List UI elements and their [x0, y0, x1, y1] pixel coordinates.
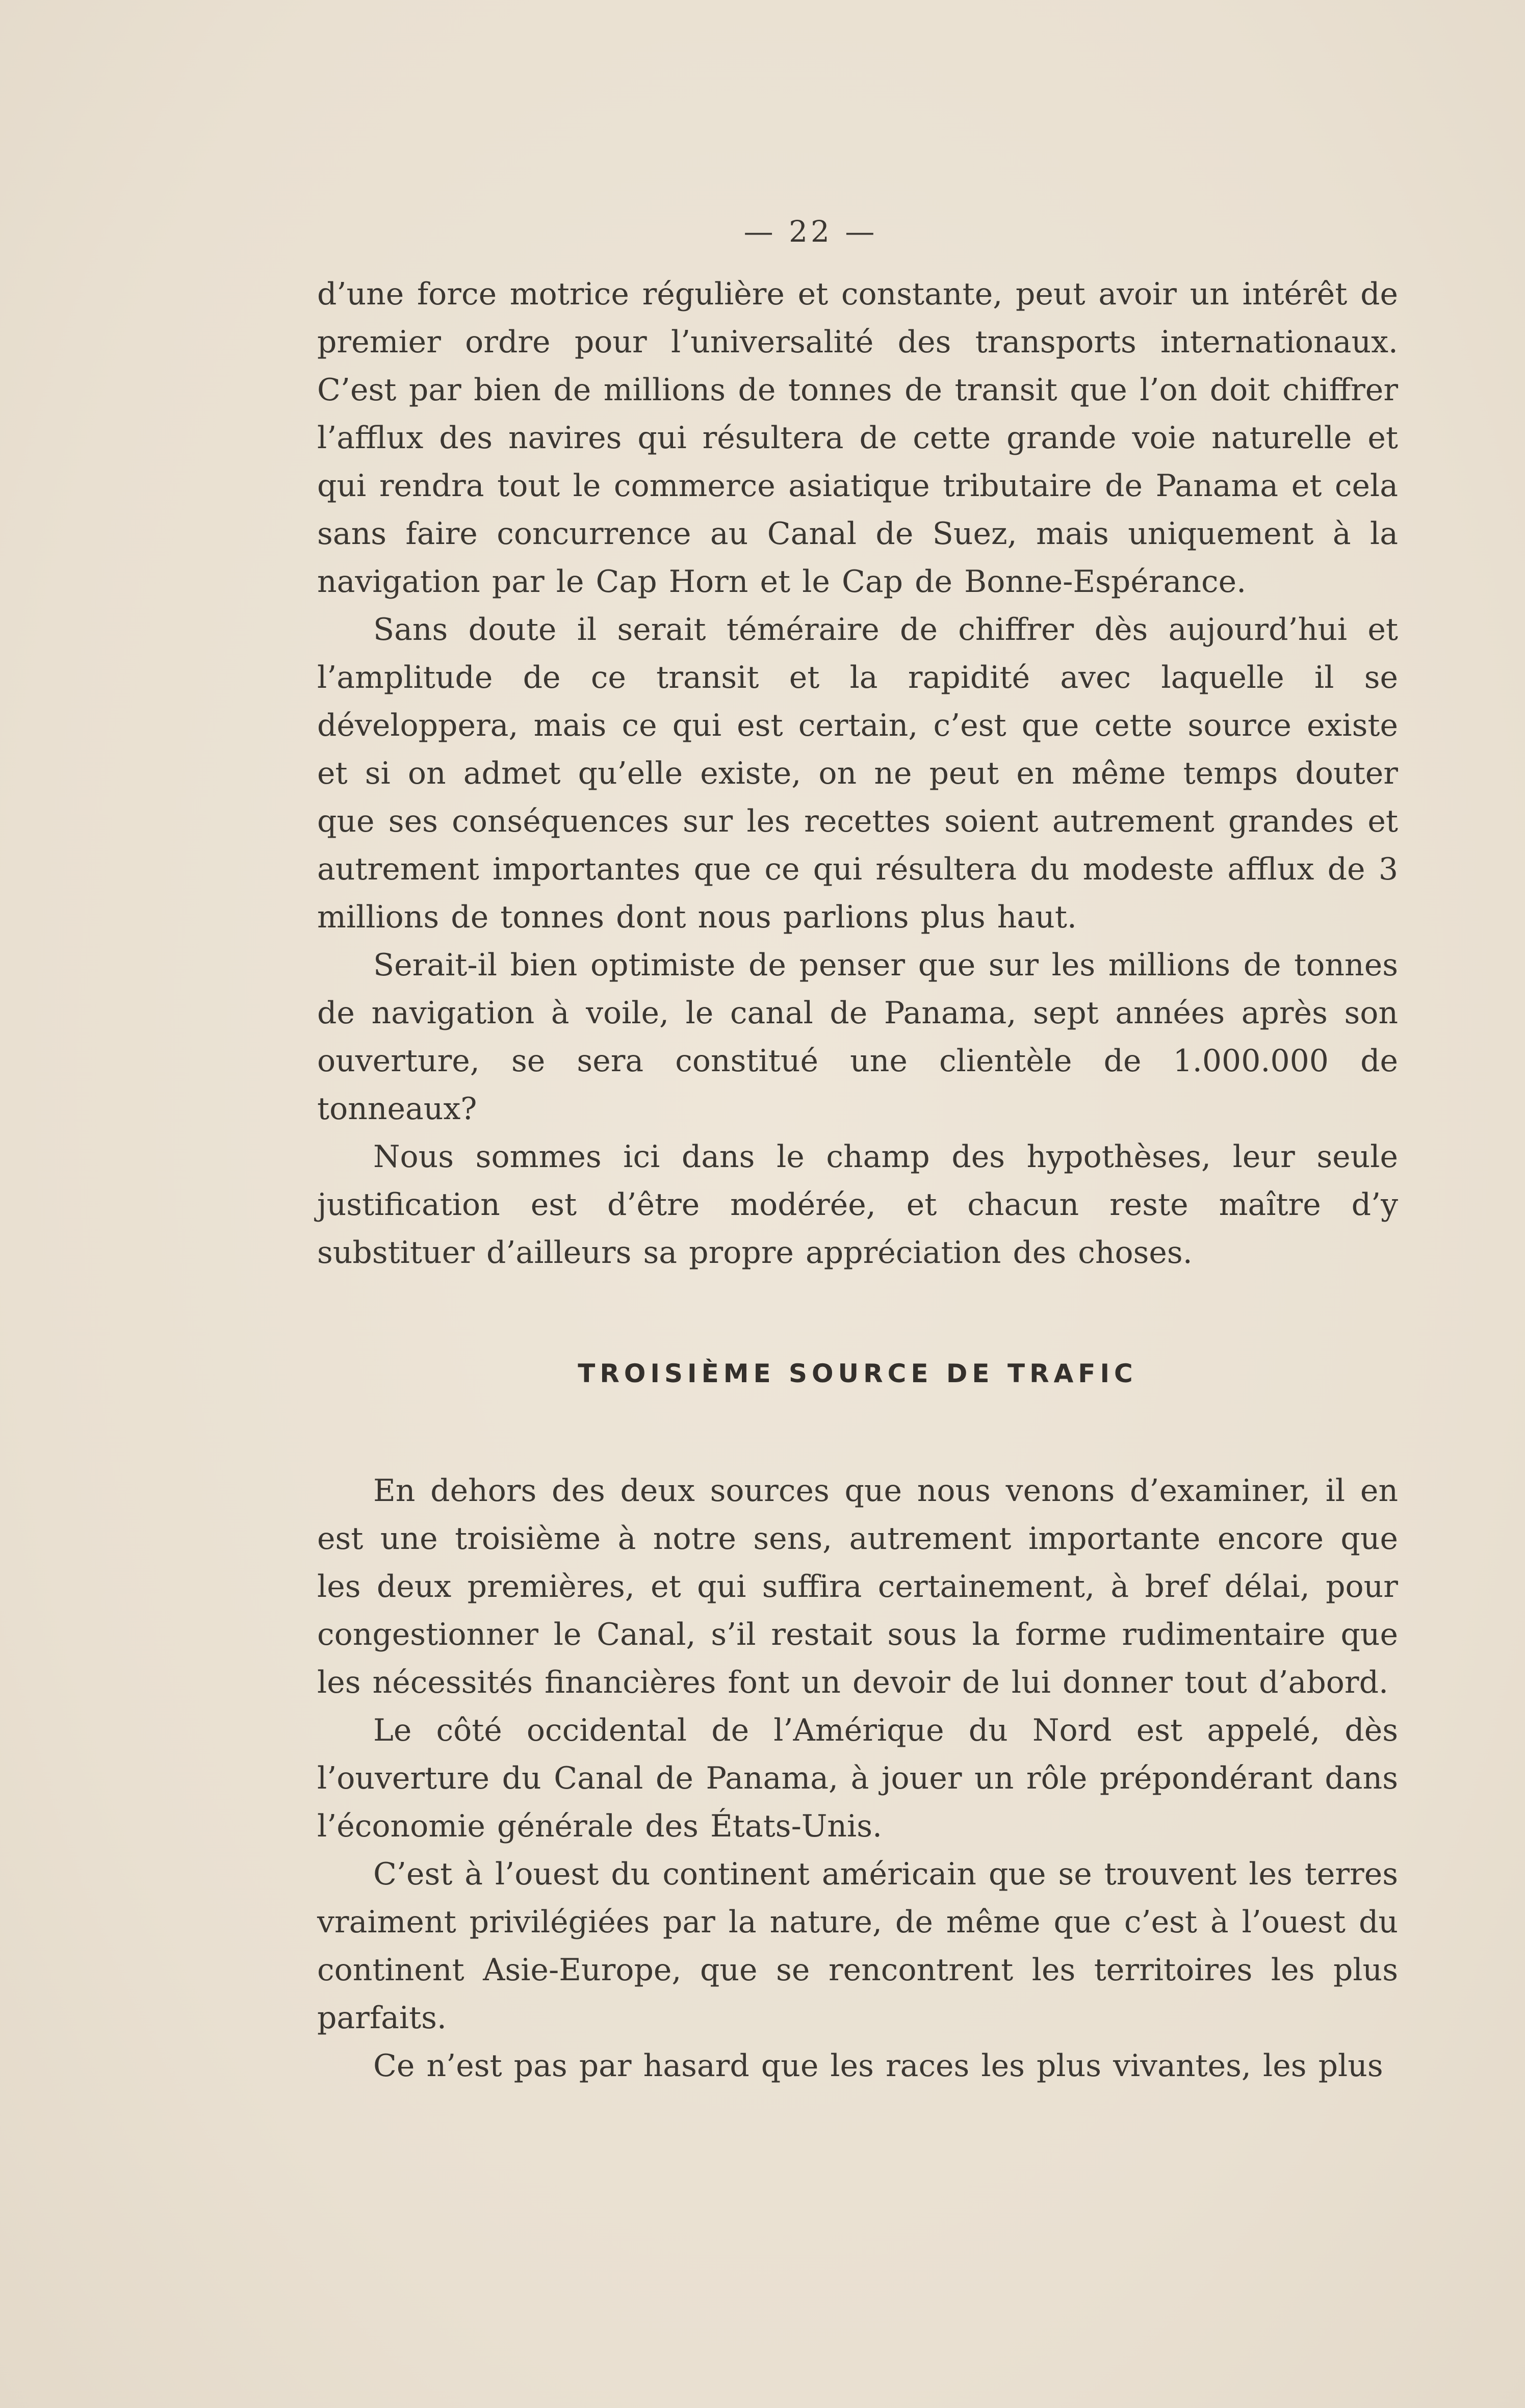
paragraph: d’une force motrice régulière et constante, peut avoir un intérêt de premier ordre pour l’universalité des transports internationaux. C’est par bien de millions de tonnes de transit que l’on doit chiffrer l’afflux des navires qui résultera de cette grande voie naturelle et qui rendra tout le commerce asiatique tributaire de Panama et cela sans faire concurrence au Canal de Suez, mais uniquement à la navigation par le Cap Horn et le Cap de Bonne-Espérance.: [317, 276, 1398, 600]
paragraph: Sans doute il serait téméraire de chiffrer dès aujourd’hui et l’amplitude de ce transit et la rapidité avec laquelle il se développera, mais ce qui est certain, c’est que cette source existe et si on admet qu’elle existe, on ne peut en même temps douter que ses conséquences sur les recettes soient autrement grandes et autrement importantes que ce qui résultera du modeste afflux de 3 millions de tonnes dont nous parlions plus haut.: [317, 612, 1398, 935]
paragraph: Nous sommes ici dans le champ des hypothèses, leur seule justification est d’être modérée, et chacun reste maître d’y substituer d’ailleurs sa propre appréciation des choses.: [317, 1139, 1398, 1271]
page-number: — 22 —: [743, 214, 878, 249]
section-heading: TROISIÈME SOURCE DE TRAFIC: [578, 1359, 1138, 1388]
text-block-lower: [317, 1467, 1398, 2090]
text-block-upper: [317, 270, 1398, 1277]
paragraph: Le côté occidental de l’Amérique du Nord est appelé, dès l’ouverture du Canal de Panama, à jouer un rôle prépondérant dans l’économie générale des États-Unis.: [317, 1713, 1398, 1844]
paragraph: Ce n’est pas par hasard que les races les plus vivantes, les plus: [373, 2048, 1383, 2084]
paragraph: En dehors des deux sources que nous venons d’examiner, il en est une troisième à notre sens, autrement importante encore que les deux premières, et qui suffira certainement, à bref délai, pour congestionner le Canal, s’il restait sous la forme rudimentaire que les nécessités financières font un devoir de lui donner tout d’abord.: [317, 1473, 1398, 1700]
paragraph: C’est à l’ouest du continent américain que se trouvent les terres vraiment privilégiées par la nature, de même que c’est à l’ouest du continent Asie-Europe, que se rencontrent les territoires les plus parfaits.: [317, 1856, 1398, 2036]
paragraph: Serait-il bien optimiste de penser que sur les millions de tonnes de navigation à voile, le canal de Panama, sept années après son ouverture, se sera constitué une clientèle de 1.000.000 de tonneaux?: [317, 947, 1398, 1127]
